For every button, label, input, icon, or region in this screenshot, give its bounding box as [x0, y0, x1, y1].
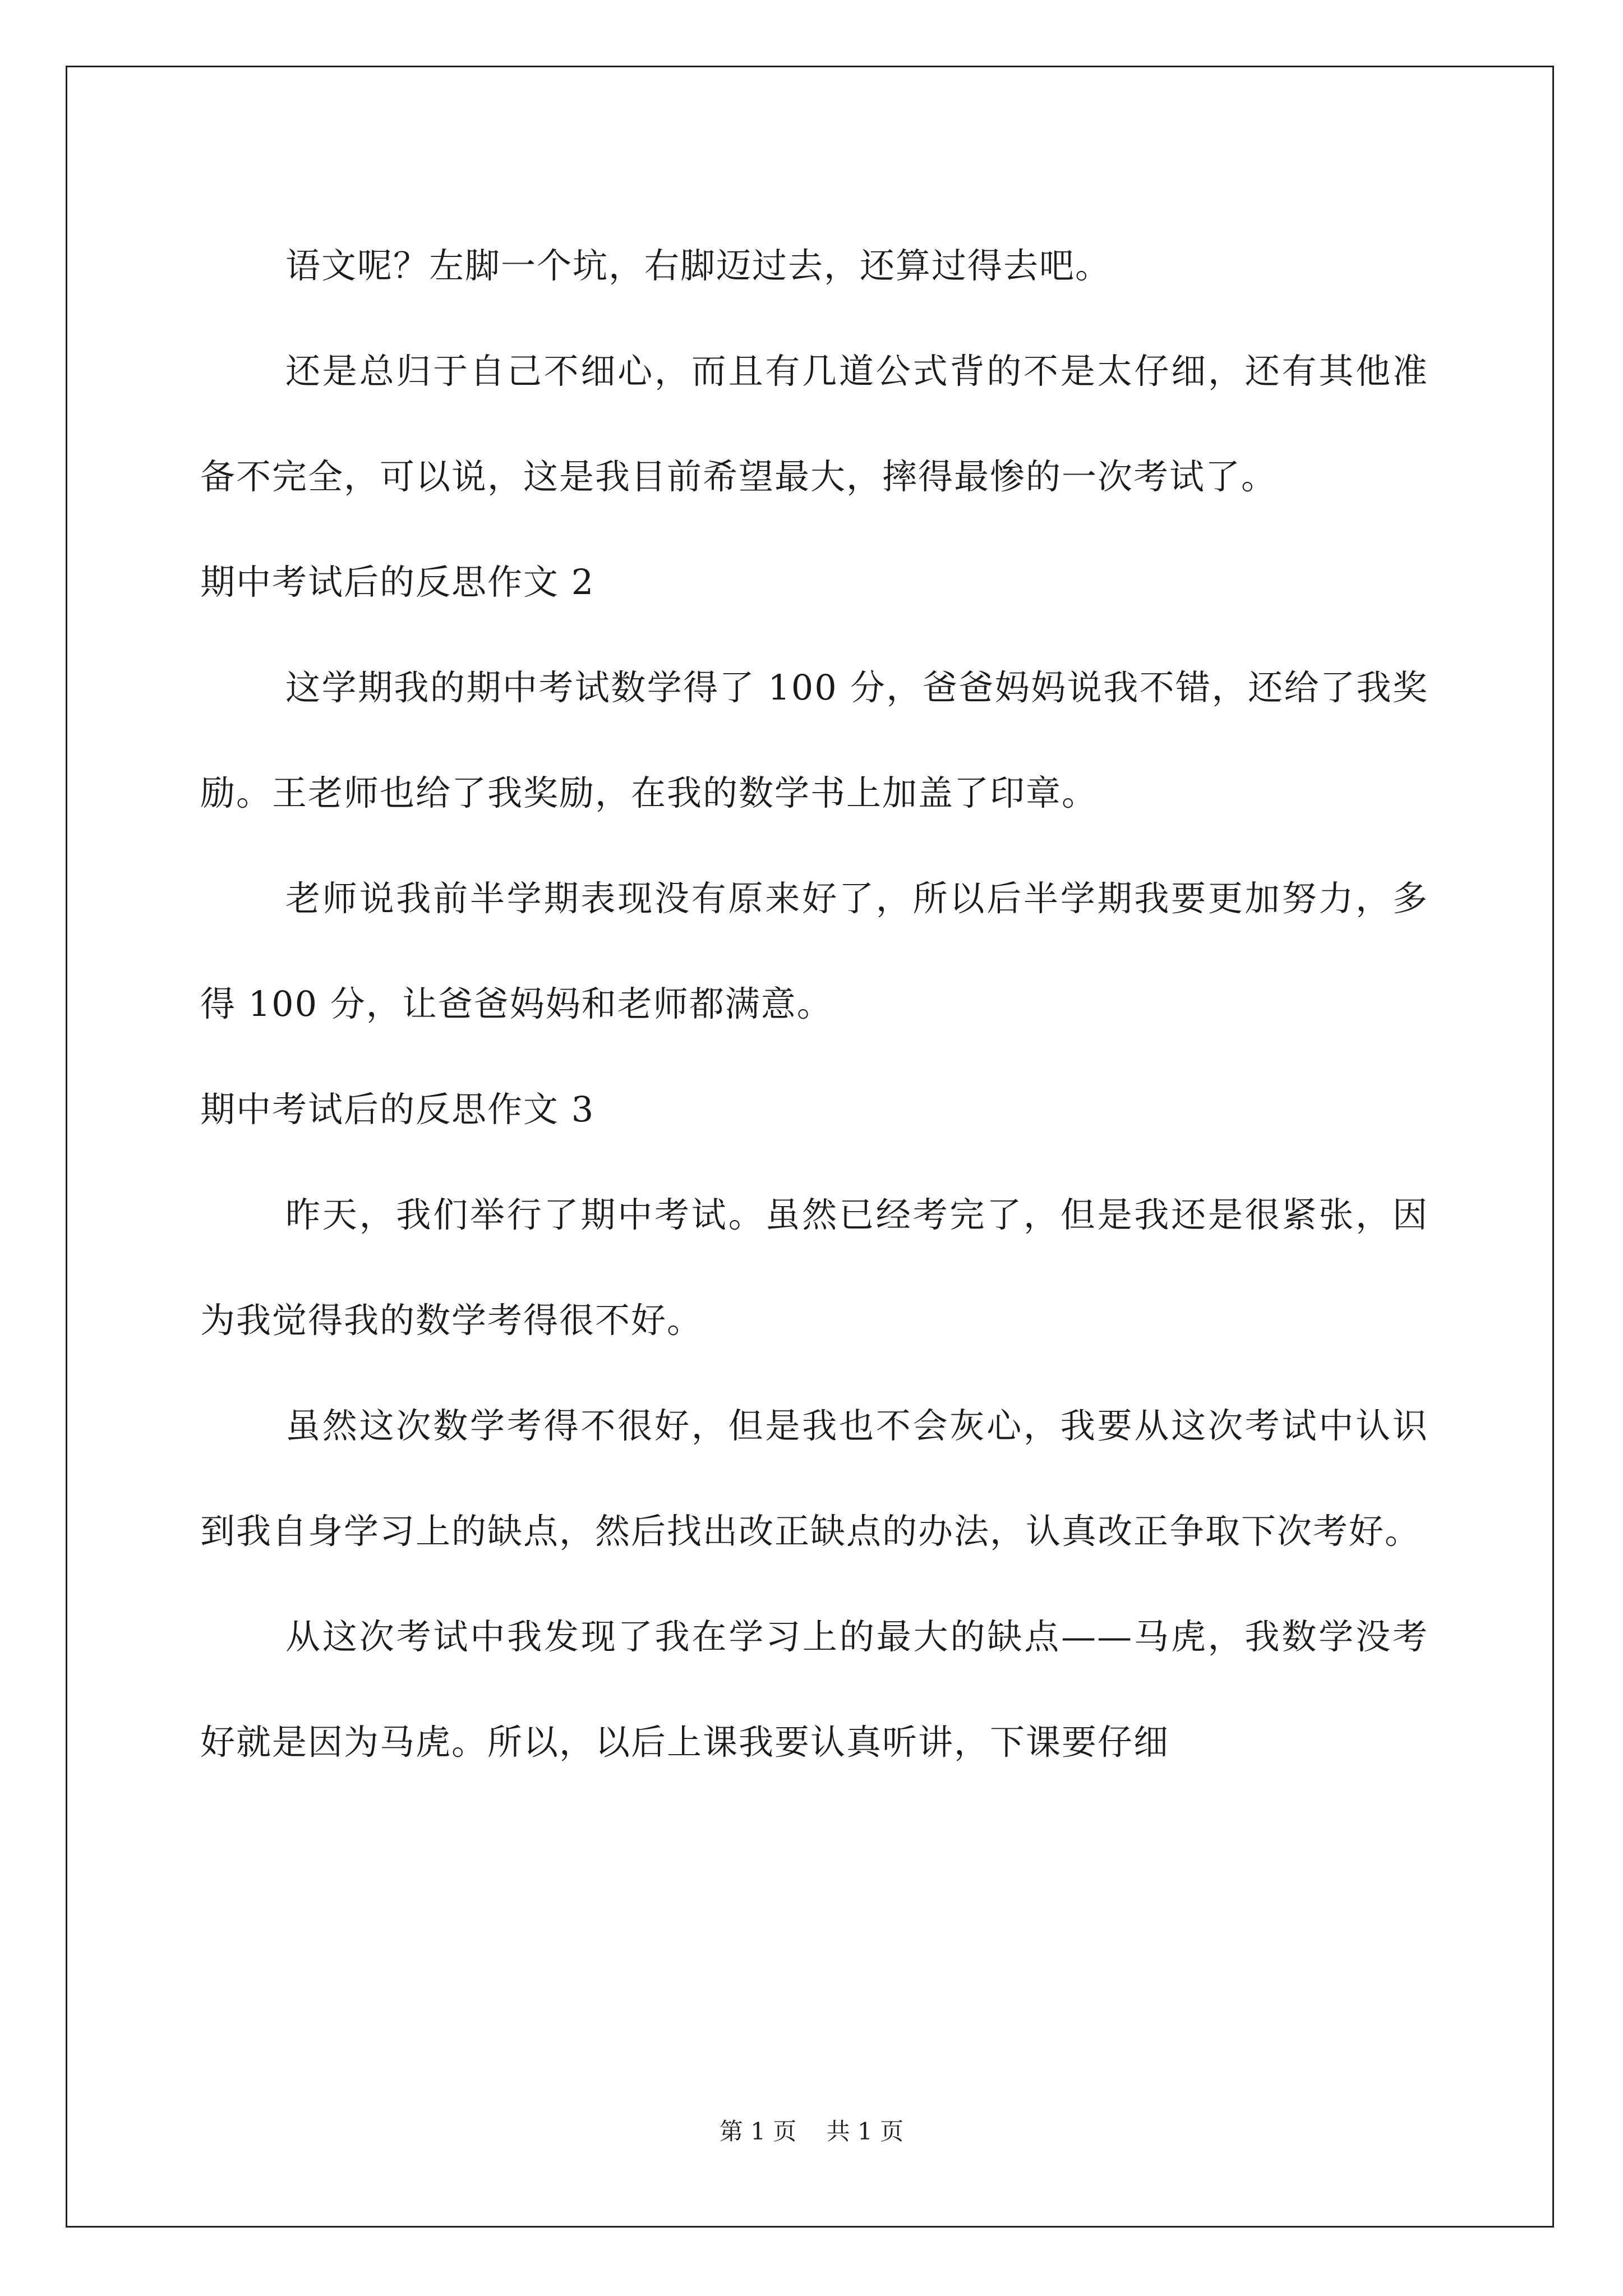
- section-heading-2: 期中考试后的反思作文 2: [200, 562, 595, 602]
- paragraph-2: 还是总归于自己不细心，而且有几道公式背的不是太仔细，还有其他准备不完全，可以说，这是我目前希望最大，摔得最惨的一次考试了。: [200, 351, 1428, 497]
- page-total: 共 1 页: [826, 2118, 904, 2145]
- paragraph-4: 老师说我前半学期表现没有原来好了，所以后半学期我要更加努力，多得 100 分，让爸爸妈妈和老师都满意。: [200, 878, 1428, 1024]
- paragraph-6: 虽然这次数学考得不很好，但是我也不会灰心，我要从这次考试中认识到我自身学习上的缺点，然后找出改正缺点的办法，认真改正争取下次考好。: [200, 1405, 1428, 1552]
- page-number: 第 1 页: [719, 2118, 797, 2145]
- page-footer: [0, 2115, 1623, 2148]
- paragraph-3: 这学期我的期中考试数学得了 100 分，爸爸妈妈说我不错，还给了我奖励。王老师也给了我奖励，在我的数学书上加盖了印章。: [200, 667, 1428, 813]
- section-heading-3: 期中考试后的反思作文 3: [200, 1089, 595, 1130]
- paragraph-5: 昨天，我们举行了期中考试。虽然已经考完了，但是我还是很紧张，因为我觉得我的数学考得很不好。: [200, 1194, 1428, 1341]
- paragraph-7: 从这次考试中我发现了我在学习上的最大的缺点——马虎，我数学没考好就是因为马虎。所以，以后上课我要认真听讲，下课要仔细: [200, 1616, 1428, 1763]
- document-body: [200, 213, 1428, 1795]
- paragraph-1: 语文呢？左脚一个坑，右脚迈过去，还算过得去吧。: [285, 245, 1112, 286]
